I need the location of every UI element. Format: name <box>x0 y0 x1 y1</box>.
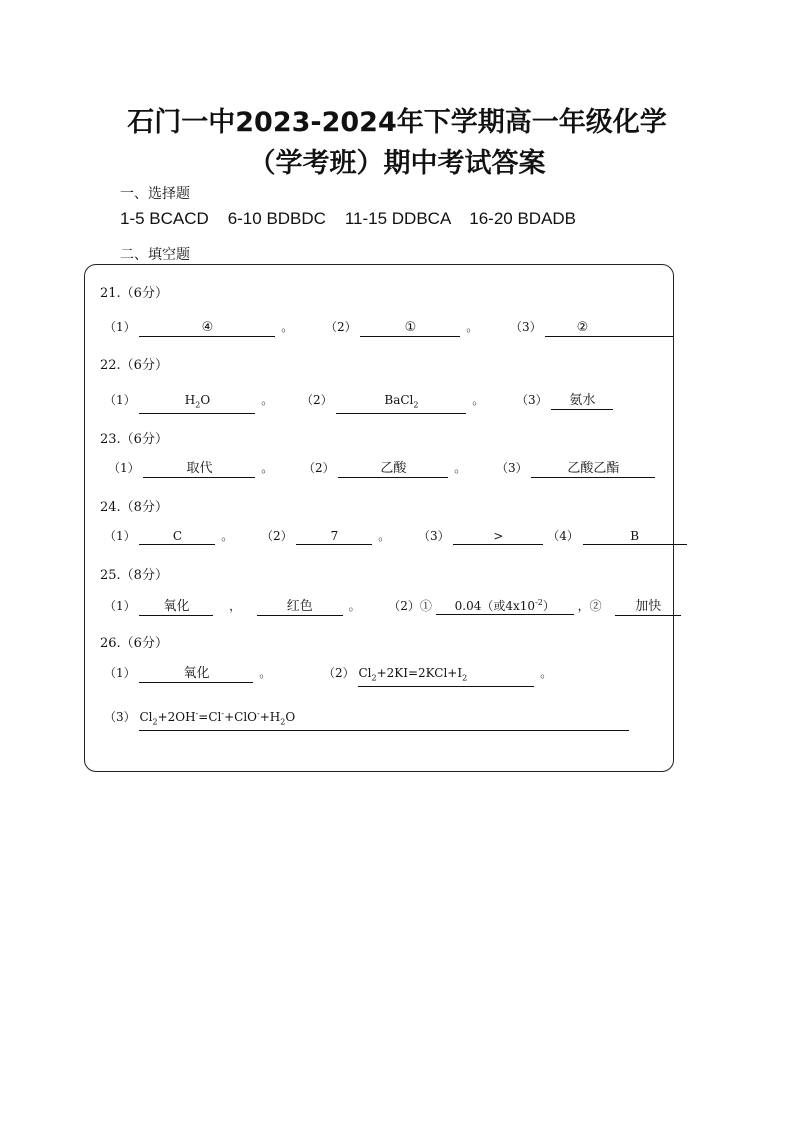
q24-title: 24.（8分） <box>100 500 168 515</box>
q26-part2-label: （2） <box>322 666 355 680</box>
section-1-label: 一、选择题 <box>120 186 190 202</box>
q24-answers <box>104 527 687 545</box>
answer-box <box>84 264 674 772</box>
period: 。 <box>378 529 391 543</box>
q23-answers <box>108 459 655 478</box>
q21-part2-label: （2） <box>324 320 357 334</box>
q26-answers <box>104 664 552 687</box>
q22-answer-3: 氨水 <box>551 393 613 410</box>
q26-answer-2: $Cl_2+2KI=2KCl+I_2$ <box>358 665 534 687</box>
q25-answers <box>104 595 681 616</box>
title-line-2: （学考班）期中考试答案 <box>248 148 546 179</box>
period: 。 <box>540 666 553 680</box>
q25-answer-3: 加快 <box>615 599 681 616</box>
comma: ， <box>229 599 242 613</box>
q25-answer-1: 氧化 <box>139 599 213 616</box>
section-2-label: 二、填空题 <box>120 247 190 263</box>
q26-part3-label: （3） <box>104 710 136 724</box>
q21-part1-label: （1） <box>104 320 136 334</box>
q26-answer-3-row <box>104 706 629 731</box>
q25-answer-1b: 红色 <box>257 599 343 616</box>
q26-part1-label: （1） <box>104 666 136 680</box>
q23-part1-label: （1） <box>108 461 140 475</box>
q21-answer-1: ④ <box>139 320 275 337</box>
q21-part3-label: （3） <box>509 320 542 334</box>
period: 。 <box>472 393 485 407</box>
period: 。 <box>466 320 479 334</box>
q24-part2-label: （2） <box>260 529 293 543</box>
q26-answer-3: $Cl_2+2OH^-=Cl^-+ClO^-+H_2O$ <box>139 706 629 731</box>
q24-answer-3: > <box>453 528 543 545</box>
q24-answer-1: C <box>139 528 215 545</box>
q23-part2-label: （2） <box>302 461 335 475</box>
q25-answer-2: 0.04（或$4x10^{-2}$） <box>436 595 574 615</box>
q25-part1-label: （1） <box>104 599 136 613</box>
q24-answer-2: 7 <box>296 528 372 545</box>
q22-part3-label: （3） <box>515 393 548 407</box>
q24-part1-label: （1） <box>104 529 136 543</box>
q22-answers <box>104 391 613 414</box>
q25-part3-label: ，② <box>577 599 602 613</box>
q22-answer-2: BaCl$_2$ <box>336 392 466 414</box>
period: 。 <box>281 320 294 334</box>
q24-part4-label: （4） <box>547 529 579 543</box>
q23-part3-label: （3） <box>495 461 528 475</box>
q21-title: 21.（6分） <box>100 286 168 301</box>
q22-part1-label: （1） <box>104 393 136 407</box>
q25-title: 25.（8分） <box>100 568 168 583</box>
q26-answer-1: 氧化 <box>139 666 253 683</box>
period: 。 <box>348 599 361 613</box>
q25-part2-label: （2）① <box>388 599 432 613</box>
period: 。 <box>454 461 467 475</box>
q22-title: 22.（6分） <box>100 358 168 373</box>
period: 。 <box>261 393 274 407</box>
multiple-choice-answers: 1-5 BCACD 6-10 BDBDC 11-15 DDBCA 16-20 BDADB <box>120 209 577 228</box>
title-line-1: 石门一中2023-2024年下学期高一年级化学 <box>127 107 667 138</box>
period: 。 <box>221 529 234 543</box>
q23-answer-1: 取代 <box>143 461 255 478</box>
q23-answer-2: 乙酸 <box>338 461 448 478</box>
q21-answers <box>104 318 673 337</box>
q21-answer-2: ① <box>360 320 460 337</box>
q23-answer-3: 乙酸乙酯 <box>531 461 655 478</box>
q22-answer-1: $H_2O$ <box>139 392 255 414</box>
q22-part2-label: （2） <box>300 393 333 407</box>
period: 。 <box>261 461 274 475</box>
q23-title: 23.（6分） <box>100 432 168 447</box>
q21-answer-3: ② <box>545 320 673 337</box>
q26-title: 26.（6分） <box>100 636 168 651</box>
q24-part3-label: （3） <box>417 529 450 543</box>
period: 。 <box>259 666 272 680</box>
q24-answer-4: B <box>583 528 687 545</box>
